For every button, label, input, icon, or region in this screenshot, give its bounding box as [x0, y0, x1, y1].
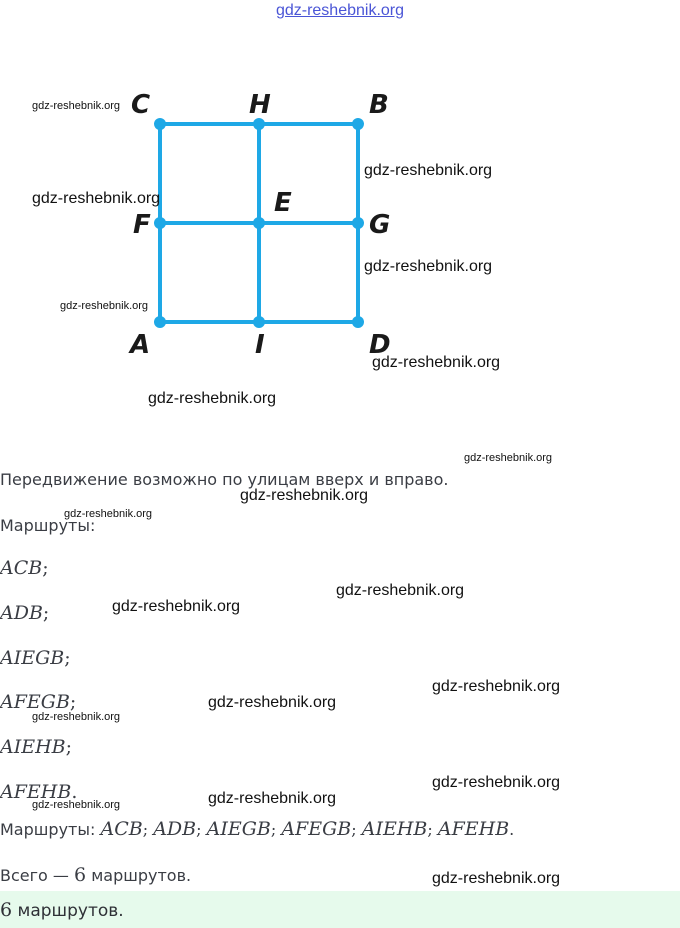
label-a: A [130, 330, 151, 360]
intro-text: Передвижение возможно по улицам вверх и вправо. [0, 470, 449, 489]
watermark: gdz-reshebnik.org [112, 598, 241, 615]
label-d: D [369, 330, 391, 360]
watermark: gdz-reshebnik.org [364, 258, 493, 275]
watermark: gdz-reshebnik.org [372, 354, 501, 371]
watermark: gdz-reshebnik.org [32, 711, 121, 723]
label-b: B [369, 90, 389, 120]
summary-prefix: Маршруты: [0, 820, 96, 839]
label-f: F [133, 210, 151, 240]
summary-route: ACB [100, 818, 143, 840]
route-value: ACB [0, 557, 43, 579]
total-suffix: маршрутов. [91, 866, 192, 885]
route-separator: . [71, 781, 78, 803]
route-item [0, 781, 77, 803]
summary-route: AIEHB [361, 818, 428, 840]
watermark: gdz-reshebnik.org [336, 582, 465, 599]
site-link[interactable]: gdz-reshebnik.org [275, 2, 405, 19]
watermark: gdz-reshebnik.org [60, 300, 149, 312]
node-i [253, 316, 265, 328]
route-value: AIEHB [0, 736, 66, 758]
route-separator: ; [42, 557, 49, 579]
summary-route: AFEGB [281, 818, 352, 840]
summary-end: . [509, 820, 515, 839]
watermark: gdz-reshebnik.org [432, 678, 561, 695]
route-item [0, 736, 72, 758]
route-item [0, 557, 49, 579]
watermark: gdz-reshebnik.org [32, 100, 121, 112]
node-a [154, 316, 166, 328]
watermark: gdz-reshebnik.org [464, 452, 553, 464]
route-separator: ; [64, 647, 71, 669]
watermark: gdz-reshebnik.org [432, 870, 561, 887]
total-number: 6 [74, 864, 87, 886]
watermark: gdz-reshebnik.org [208, 790, 337, 807]
watermark: gdz-reshebnik.org [364, 162, 493, 179]
route-value: AIEGB [0, 647, 65, 669]
route-value: AFEHB [0, 781, 72, 803]
total-text [0, 864, 191, 886]
node-e [253, 217, 265, 229]
routes-heading: Маршруты: [0, 516, 96, 535]
watermark: gdz-reshebnik.org [432, 774, 561, 791]
route-item [0, 602, 49, 624]
summary-route: AFEHB [437, 818, 510, 840]
node-g [352, 217, 364, 229]
node-c [154, 118, 166, 130]
route-value: ADB [0, 602, 43, 624]
label-g: G [369, 210, 391, 240]
label-e: E [274, 188, 292, 218]
answer-suffix: маршрутов. [17, 901, 124, 921]
route-value: AFEGB [0, 691, 70, 713]
node-f [154, 217, 166, 229]
watermark: gdz-reshebnik.org [32, 799, 121, 811]
route-separator: ; [65, 736, 73, 758]
route-separator: ; [69, 691, 77, 713]
total-prefix: Всего — [0, 866, 69, 885]
watermark: gdz-reshebnik.org [64, 508, 153, 520]
watermark: gdz-reshebnik.org [240, 487, 369, 504]
summary-route: AIEGB [206, 818, 271, 840]
label-h: H [249, 90, 271, 120]
watermark: gdz-reshebnik.org [32, 190, 161, 207]
answer-text [0, 899, 124, 921]
street-grid-diagram [0, 0, 680, 420]
node-d [352, 316, 364, 328]
summary-route: ADB [153, 818, 197, 840]
watermark: gdz-reshebnik.org [208, 694, 337, 711]
watermark: gdz-reshebnik.org [148, 390, 277, 407]
routes-summary: Маршруты: ACB; ADB; AIEGB; AFEGB; AIEHB; AFEHB. [0, 818, 515, 840]
answer-box [0, 891, 680, 928]
answer-number: 6 [0, 899, 13, 921]
route-item [0, 647, 71, 669]
route-separator: ; [42, 602, 50, 624]
label-i: I [255, 330, 265, 360]
node-b [352, 118, 364, 130]
label-c: C [131, 90, 151, 120]
route-item [0, 691, 76, 713]
